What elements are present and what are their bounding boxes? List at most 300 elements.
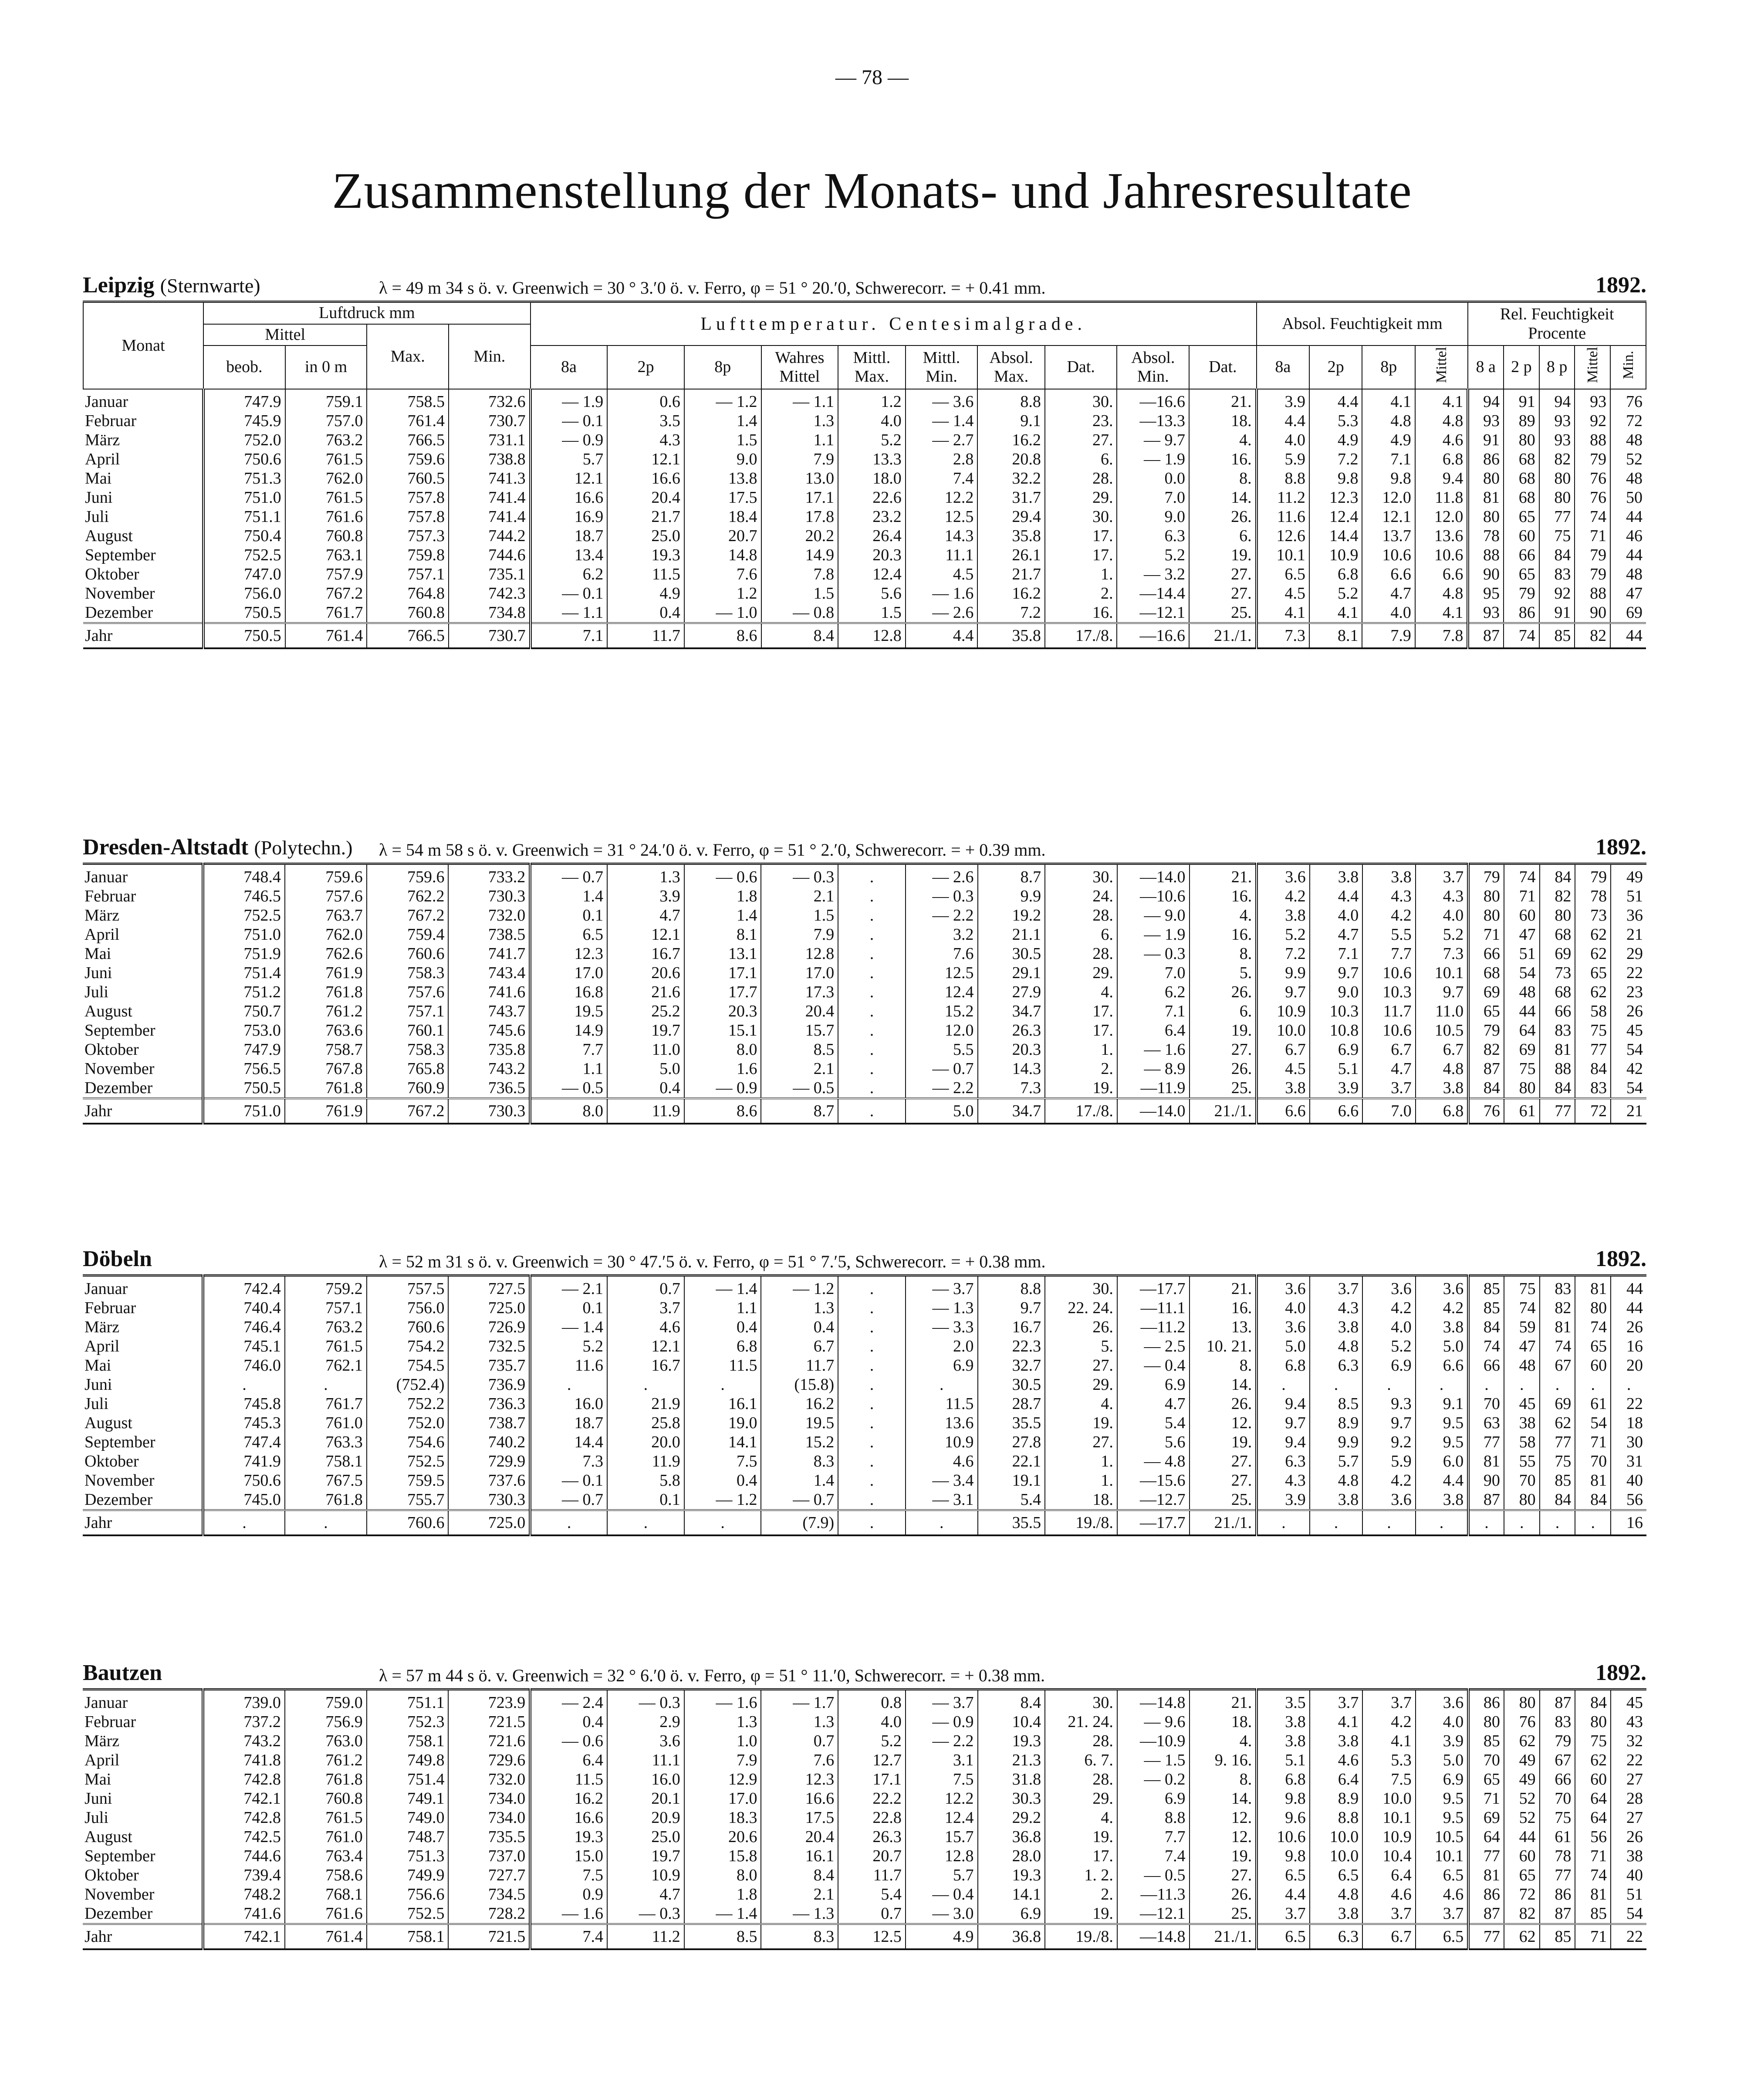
table-cell: 66 [1540, 1002, 1575, 1021]
table-cell: 748.2 [203, 1885, 285, 1904]
month-row [83, 887, 1646, 906]
table-cell: 12.4 [906, 1808, 978, 1827]
table-cell: 756.5 [203, 1059, 285, 1078]
table-cell: 759.4 [367, 925, 449, 944]
table-cell: 12.8 [761, 944, 838, 963]
table-cell: . [1504, 1510, 1540, 1535]
table-cell: 5.0 [1416, 1751, 1469, 1770]
table-cell: (7.9) [761, 1510, 838, 1535]
table-cell: 80 [1504, 1078, 1540, 1098]
table-cell: 85 [1468, 1298, 1504, 1318]
month-row [83, 1789, 1646, 1808]
table-cell: . [607, 1510, 684, 1535]
table-cell: —14.8 [1117, 1924, 1190, 1949]
table-cell: 12.6 [1257, 526, 1309, 545]
table-cell: 17./8. [1045, 623, 1117, 648]
table-cell: 55 [1504, 1452, 1540, 1471]
table-cell: 11.5 [530, 1770, 607, 1789]
table-cell: 73 [1540, 963, 1575, 982]
table-cell: 84 [1575, 1490, 1611, 1510]
table-cell: 18. [1189, 411, 1257, 430]
table-cell: 9.7 [1257, 1413, 1310, 1433]
table-cell: 1.5 [838, 603, 906, 623]
table-cell: 2.1 [761, 1059, 838, 1078]
table-cell: 75 [1504, 1059, 1540, 1078]
table-cell: 27 [1611, 1808, 1646, 1827]
table-cell: 85 [1540, 1471, 1575, 1490]
table-cell: 4.8 [1310, 1885, 1363, 1904]
month-label: Mai [85, 469, 112, 488]
table-cell: . [838, 1098, 906, 1124]
table-cell: . [285, 1510, 367, 1535]
table-cell: — 0.5 [1117, 1866, 1190, 1885]
table-cell: 18.3 [684, 1808, 761, 1827]
table-cell: 71 [1575, 1924, 1611, 1949]
station-header [83, 1244, 1646, 1274]
table-cell: —12.1 [1117, 603, 1189, 623]
table-cell: 22.6 [838, 488, 906, 507]
table-cell: 21. [1189, 389, 1257, 411]
table-cell: 18.7 [530, 1413, 607, 1433]
table-cell: 11.7 [1362, 1002, 1416, 1021]
table-cell: 51 [1504, 944, 1540, 963]
table-cell: 81 [1575, 1471, 1611, 1490]
header-lufttemperatur: Lufttemperatur. Centesimalgrade. [531, 302, 1257, 346]
table-cell: 80 [1539, 469, 1575, 488]
table-cell: 767.5 [285, 1471, 367, 1490]
table-cell: 22 [1611, 1924, 1646, 1949]
month-label: März [84, 906, 120, 925]
table-cell: 737.6 [448, 1471, 530, 1490]
table-cell: 9.5 [1416, 1413, 1469, 1433]
table-cell: — 0.3 [906, 887, 978, 906]
table-cell: 756.6 [367, 1885, 449, 1904]
table-cell: 761.8 [285, 1770, 367, 1789]
table-cell: 22.1 [978, 1452, 1045, 1471]
table-cell: — 1.2 [761, 1276, 838, 1299]
table-cell: 16.6 [607, 469, 684, 488]
table-cell: 17. [1045, 1021, 1117, 1040]
table-cell: 86 [1468, 1690, 1504, 1713]
table-cell: 17.0 [761, 963, 838, 982]
table-cell: 20.7 [838, 1846, 906, 1866]
table-cell: 3.5 [607, 411, 684, 430]
table-cell: 4.3 [1362, 887, 1416, 906]
table-cell: 17.8 [761, 507, 838, 526]
table-cell: 29.1 [978, 963, 1045, 982]
table-cell: 735.1 [449, 565, 531, 584]
table-cell: 54 [1611, 1078, 1646, 1098]
table-cell: 49 [1504, 1770, 1540, 1789]
table-cell: 761.7 [285, 603, 367, 623]
table-cell: 9.5 [1416, 1789, 1469, 1808]
table-cell: 752.3 [367, 1712, 449, 1731]
table-cell: 739.0 [203, 1690, 285, 1713]
table-cell: 84 [1468, 1318, 1504, 1337]
table-cell: 8.9 [1310, 1413, 1363, 1433]
table-cell: 731.1 [449, 430, 531, 450]
table-cell: 756.0 [203, 584, 285, 603]
table-cell: — 0.9 [531, 430, 608, 450]
table-cell: — 0.3 [761, 864, 838, 887]
table-cell: 750.4 [203, 526, 285, 545]
table-cell: 3.6 [1362, 1490, 1416, 1510]
table-cell: 16. [1190, 925, 1257, 944]
table-cell: 754.6 [367, 1433, 449, 1452]
table-cell: 6.9 [1117, 1375, 1190, 1394]
table-cell: 755.7 [367, 1490, 449, 1510]
header-min-vertical [1610, 345, 1646, 389]
station-coordinates: λ = 54 m 58 s ö. v. Greenwich = 31 ° 24.′0 ö. v. Ferro, φ = 51 ° 2.′0, Schwerecorr. = + 0.39 mm. [379, 840, 1046, 860]
table-cell: 1.1 [684, 1298, 761, 1318]
header-8a: 8a [1257, 345, 1309, 389]
table-cell: — 1.6 [1117, 1040, 1190, 1059]
table-cell: 761.6 [285, 507, 367, 526]
table-cell: 730.3 [448, 887, 530, 906]
table-cell: 85 [1468, 1731, 1504, 1751]
table-cell: — 3.2 [1117, 565, 1189, 584]
table-cell: 727.7 [448, 1866, 530, 1885]
table-cell: 1.4 [761, 1471, 838, 1490]
month-row [83, 603, 1646, 623]
table-cell: 1.1 [761, 430, 838, 450]
table-cell: 25.0 [607, 1827, 684, 1846]
table-cell: 12.2 [906, 488, 978, 507]
table-cell: 8.0 [684, 1866, 761, 1885]
table-cell: 43 [1611, 1712, 1646, 1731]
table-cell: 14.4 [530, 1433, 607, 1452]
table-cell: 760.6 [367, 1318, 449, 1337]
table-cell: 81 [1540, 1318, 1575, 1337]
table-cell: 757.1 [285, 1298, 367, 1318]
table-cell: 26.4 [838, 526, 906, 545]
table-cell: 735.8 [448, 1040, 530, 1059]
table-cell: — 0.6 [684, 864, 761, 887]
table-cell: 84 [1575, 1059, 1611, 1078]
table-cell: 44 [1611, 1276, 1646, 1299]
table-cell: 761.4 [285, 1924, 367, 1949]
table-cell: 3.9 [1257, 1490, 1310, 1510]
station-header [83, 270, 1646, 301]
table-cell: 5.9 [1257, 450, 1309, 469]
month-row [83, 1002, 1646, 1021]
table-cell: 760.8 [367, 603, 449, 623]
table-cell: . [838, 887, 906, 906]
table-cell: 5.0 [607, 1059, 684, 1078]
table-cell: 64 [1575, 1789, 1611, 1808]
table-cell: —11.3 [1117, 1885, 1190, 1904]
table-cell: . [838, 1337, 906, 1356]
table-cell: 743.4 [448, 963, 530, 982]
month-row [83, 1040, 1646, 1059]
table-cell: 0.9 [530, 1885, 607, 1904]
table-cell: 84 [1575, 1690, 1611, 1713]
table-cell: . [906, 1510, 978, 1535]
table-cell: 22.3 [978, 1337, 1045, 1356]
table-cell: 35.8 [977, 623, 1045, 648]
table-cell: 8.4 [978, 1690, 1045, 1713]
month-label: März [84, 1732, 120, 1750]
table-cell: 5.4 [978, 1490, 1045, 1510]
table-cell: 750.7 [203, 1002, 285, 1021]
table-cell: 65 [1575, 1337, 1611, 1356]
station-section [83, 270, 1646, 649]
table-cell: 87 [1468, 1490, 1504, 1510]
table-cell: —14.0 [1117, 1098, 1190, 1124]
table-cell: 767.2 [367, 1098, 449, 1124]
table-cell: 12.1 [607, 925, 684, 944]
table-cell: 11.7 [838, 1866, 906, 1885]
table-cell: 14.8 [684, 545, 761, 565]
table-cell: 1.1 [530, 1059, 607, 1078]
month-label: September [84, 1847, 155, 1865]
table-cell: 22. 24. [1045, 1298, 1117, 1318]
table-cell: 38 [1504, 1413, 1540, 1433]
month-row [83, 488, 1646, 507]
table-cell: 40 [1611, 1471, 1646, 1490]
table-cell: 727.5 [448, 1276, 530, 1299]
table-cell: 45 [1504, 1394, 1540, 1413]
month-row [83, 1021, 1646, 1040]
table-cell: 68 [1504, 450, 1539, 469]
table-cell: 14.1 [684, 1433, 761, 1452]
table-cell: 741.4 [449, 507, 531, 526]
table-cell: 14. [1190, 1375, 1257, 1394]
table-cell: 734.5 [448, 1885, 530, 1904]
table-cell: 30. [1045, 1690, 1117, 1713]
table-cell: 1. [1045, 565, 1117, 584]
table-cell: 19. [1190, 1433, 1257, 1452]
station-coordinates: λ = 57 m 44 s ö. v. Greenwich = 32 ° 6.′0 ö. v. Ferro, φ = 51 ° 11.′0, Schwerecorr. = + 0.38 mm. [379, 1666, 1045, 1685]
table-cell: 93 [1539, 411, 1575, 430]
header-monat: Monat [83, 302, 203, 390]
table-cell: 91 [1504, 389, 1539, 411]
table-cell: 11.8 [1415, 488, 1468, 507]
table-cell: 65 [1504, 565, 1539, 584]
table-cell: 19. [1045, 1078, 1117, 1098]
table-cell: 741.9 [203, 1452, 285, 1471]
table-cell: 0.7 [607, 1276, 684, 1299]
table-cell: 736.5 [448, 1078, 530, 1098]
table-cell: 21. [1190, 864, 1257, 887]
table-cell: 25.8 [607, 1413, 684, 1433]
table-cell: — 1.6 [530, 1904, 607, 1924]
table-cell: . [838, 1394, 906, 1413]
table-cell: 46 [1610, 526, 1646, 545]
table-cell: 76 [1575, 469, 1610, 488]
table-cell: 29. [1045, 1789, 1117, 1808]
table-cell: 82 [1539, 450, 1575, 469]
table-cell: — 0.1 [531, 411, 608, 430]
table-cell: 767.8 [285, 1059, 367, 1078]
table-cell: 8.8 [1310, 1808, 1363, 1827]
header-dat: Dat. [1189, 345, 1257, 389]
table-cell: 19. [1190, 1846, 1257, 1866]
table-cell: . [838, 1433, 906, 1452]
table-cell: 62 [1575, 944, 1611, 963]
table-cell: 7.3 [1416, 944, 1469, 963]
table-cell: — 9.7 [1117, 430, 1189, 450]
station-subtitle: (Sternwarte) [160, 274, 260, 297]
table-cell: 9.6 [1257, 1808, 1310, 1827]
table-cell: 20.3 [838, 545, 906, 565]
table-cell: 4. [1190, 906, 1257, 925]
table-cell: 742.4 [203, 1276, 285, 1299]
table-cell: 9.5 [1416, 1433, 1469, 1452]
header-2p: 2 p [1504, 345, 1539, 389]
table-cell: — 1.4 [906, 411, 978, 430]
table-cell: 6.5 [1416, 1924, 1469, 1949]
year-total-row [83, 623, 1646, 648]
table-cell: 78 [1575, 887, 1611, 906]
month-row [83, 565, 1646, 584]
table-cell: 35.5 [978, 1510, 1045, 1535]
table-cell: — 2.2 [906, 906, 978, 925]
table-cell: 79 [1504, 584, 1539, 603]
table-cell: 9.4 [1257, 1433, 1310, 1452]
table-cell: 1. [1045, 1452, 1117, 1471]
table-cell: 739.4 [203, 1866, 285, 1885]
table-cell: 751.9 [203, 944, 285, 963]
table-cell: 30.3 [978, 1789, 1045, 1808]
table-cell: 3.8 [1257, 1712, 1310, 1731]
table-cell: 760.1 [367, 1021, 449, 1040]
table-cell: 71 [1504, 887, 1540, 906]
table-cell: 16.0 [530, 1394, 607, 1413]
table-cell: 83 [1540, 1712, 1575, 1731]
table-cell: 4.5 [1257, 584, 1309, 603]
table-cell: 26. [1190, 982, 1257, 1002]
table-cell: 4.5 [1257, 1059, 1310, 1078]
month-row [83, 1471, 1646, 1490]
table-cell: 748.4 [203, 864, 285, 887]
year-total-row [83, 1924, 1646, 1949]
table-cell: 52 [1610, 450, 1646, 469]
table-cell: 86 [1504, 603, 1539, 623]
table-cell: — 1.5 [1117, 1751, 1190, 1770]
table-cell: 5.1 [1310, 1059, 1363, 1078]
table-cell: 81 [1575, 1885, 1611, 1904]
table-cell: — 0.9 [906, 1712, 978, 1731]
month-row [83, 1770, 1646, 1789]
table-cell: 6.7 [761, 1337, 838, 1356]
table-cell: 759.1 [285, 389, 367, 411]
table-cell: 747.4 [203, 1433, 285, 1452]
table-cell: 22.2 [838, 1789, 906, 1808]
table-cell: 26 [1611, 1827, 1646, 1846]
header-dat: Dat. [1045, 345, 1117, 389]
table-cell: 4.2 [1416, 1298, 1469, 1318]
table-cell: 87 [1468, 1059, 1504, 1078]
table-cell: 743.7 [448, 1002, 530, 1021]
table-cell: —11.9 [1117, 1078, 1190, 1098]
table-cell: 5.3 [1362, 1751, 1416, 1770]
table-cell: 7.7 [530, 1040, 607, 1059]
table-cell: 15.2 [906, 1002, 978, 1021]
table-cell: 752.2 [367, 1394, 449, 1413]
table-cell: 751.0 [203, 488, 285, 507]
table-cell: 17.1 [761, 488, 838, 507]
table-cell: 71 [1468, 925, 1504, 944]
table-cell: 3.1 [906, 1751, 978, 1770]
table-cell: 63 [1468, 1413, 1504, 1433]
table-cell: 5.7 [1310, 1452, 1363, 1471]
table-cell: 730.7 [449, 411, 531, 430]
table-cell: . [838, 1078, 906, 1098]
table-cell: 6.5 [1257, 1866, 1310, 1885]
table-cell: 9.2 [1362, 1433, 1416, 1452]
table-cell: 80 [1468, 469, 1504, 488]
table-cell: 17.1 [684, 963, 761, 982]
month-label: Februar [84, 1713, 136, 1731]
table-cell: 4.4 [1257, 1885, 1310, 1904]
table-cell: 757.9 [285, 565, 367, 584]
table-cell: 12. [1190, 1827, 1257, 1846]
month-label: Oktober [84, 1866, 139, 1884]
table-cell: 1.5 [684, 430, 761, 450]
table-cell: 3.9 [1310, 1078, 1363, 1098]
header-absol-max: Absol. Max. [977, 345, 1045, 389]
table-cell: 732.0 [448, 906, 530, 925]
table-cell: 738.8 [449, 450, 531, 469]
table-cell: 4.1 [1362, 1731, 1416, 1751]
table-cell: 3.7 [1416, 864, 1469, 887]
month-row [83, 1276, 1646, 1299]
table-cell: 52 [1504, 1808, 1540, 1827]
table-cell: 28.0 [978, 1846, 1045, 1866]
table-cell: 759.6 [285, 864, 367, 887]
table-cell: 65 [1468, 1770, 1504, 1789]
table-cell: 14.3 [978, 1059, 1045, 1078]
table-cell: — 8.9 [1117, 1059, 1190, 1078]
table-cell: 750.5 [203, 1078, 285, 1098]
table-cell: 752.5 [367, 1904, 449, 1924]
table-cell: —12.1 [1117, 1904, 1190, 1924]
table-cell: 743.2 [448, 1059, 530, 1078]
table-cell: 31 [1611, 1452, 1646, 1471]
table-cell: 2.1 [761, 1885, 838, 1904]
table-cell: 11.1 [906, 545, 978, 565]
table-cell: 4.4 [1309, 389, 1362, 411]
table-cell: 4. [1045, 982, 1117, 1002]
table-cell: 6.8 [1309, 565, 1362, 584]
table-cell: 4.2 [1362, 1298, 1416, 1318]
table-cell: 2.8 [906, 450, 978, 469]
table-cell: 12.3 [761, 1770, 838, 1789]
table-cell: 736.3 [448, 1394, 530, 1413]
table-cell: 4.8 [1310, 1337, 1363, 1356]
month-row [83, 430, 1646, 450]
table-cell: 752.0 [203, 430, 285, 450]
table-cell: 6.6 [1310, 1098, 1363, 1124]
table-cell: 10.6 [1362, 963, 1416, 982]
table-cell: 761.4 [367, 411, 449, 430]
table-cell: 71 [1575, 1846, 1611, 1866]
table-cell: 730.3 [448, 1098, 530, 1124]
month-row [83, 1433, 1646, 1452]
table-cell: 6.5 [1257, 1924, 1310, 1949]
table-cell: 89 [1504, 411, 1539, 430]
table-cell: 56 [1611, 1490, 1646, 1510]
table-cell: 16.6 [531, 488, 608, 507]
table-cell: 16. [1190, 1298, 1257, 1318]
month-label: November [85, 584, 155, 603]
table-cell: 8. [1190, 1356, 1257, 1375]
station-name: Bautzen [83, 1660, 162, 1685]
table-cell: . [203, 1510, 285, 1535]
table-cell: 40 [1611, 1866, 1646, 1885]
header-8p: 8 p [1539, 345, 1575, 389]
